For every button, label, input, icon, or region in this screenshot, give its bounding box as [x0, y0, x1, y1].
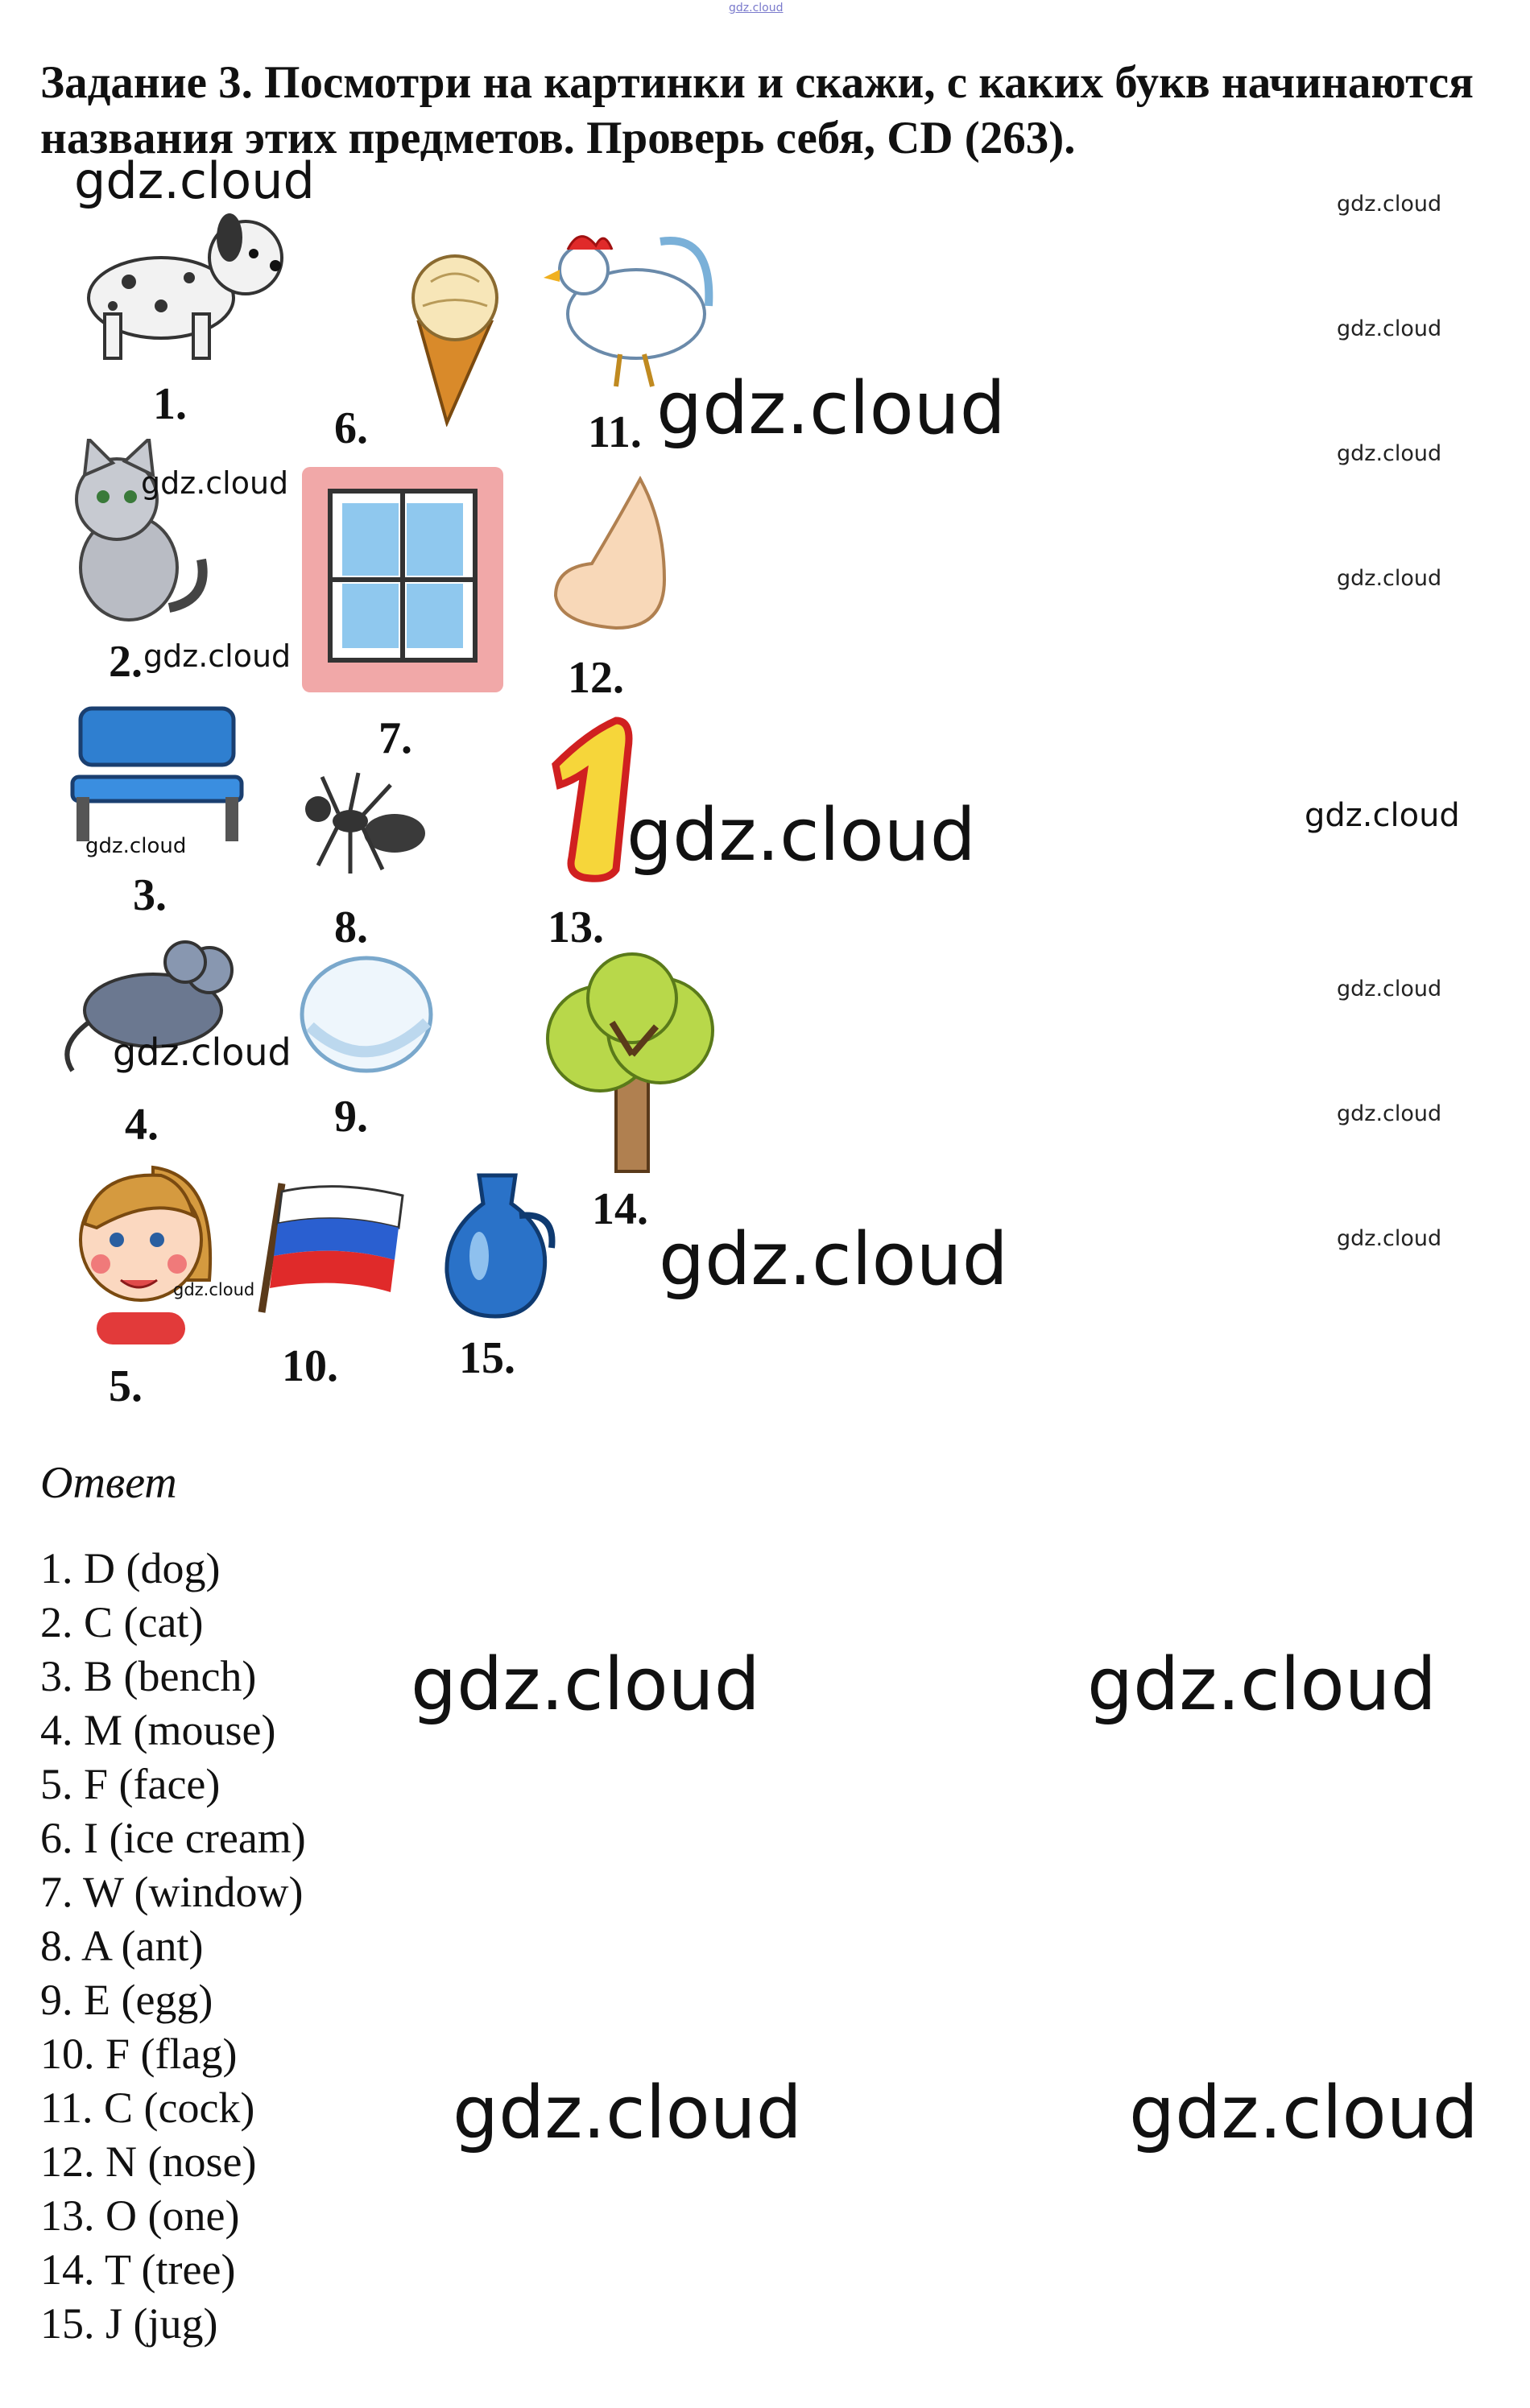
picture-number: 13. [548, 902, 604, 952]
list-item: 3. B (bench) [40, 1652, 257, 1700]
list-item: 13. O (one) [40, 2191, 240, 2240]
watermark: gdz.cloud [85, 834, 187, 858]
ant-icon [294, 769, 431, 882]
watermark: gdz.cloud [1337, 316, 1442, 341]
list-item: 1. D (dog) [40, 1544, 221, 1592]
watermark: gdz.cloud [1337, 1226, 1442, 1251]
ice-cream-icon [399, 250, 511, 427]
watermark: gdz.cloud [1337, 192, 1442, 217]
watermark: gdz.cloud [143, 638, 292, 674]
window-icon [302, 467, 503, 692]
picture-number: 15. [459, 1333, 515, 1383]
nose-icon [544, 475, 676, 636]
flag-icon [250, 1179, 411, 1316]
picture-number: 5. [109, 1361, 143, 1411]
answer-heading: Ответ [40, 1458, 177, 1508]
list-item: 7. W (window) [40, 1868, 304, 1916]
picture-number: 7. [378, 713, 412, 763]
picture-number: 11. [588, 407, 642, 457]
watermark: gdz.cloud [1337, 566, 1442, 591]
picture-number: 14. [592, 1184, 648, 1234]
watermark: gdz.cloud [74, 151, 315, 210]
list-item: 4. M (mouse) [40, 1706, 276, 1754]
egg-icon [294, 950, 439, 1079]
watermark: gdz.cloud [1337, 977, 1442, 1002]
list-item: 6. I (ice cream) [40, 1814, 306, 1862]
top-watermark: gdz.cloud [729, 2, 784, 14]
list-item: 5. F (face) [40, 1760, 221, 1808]
watermark: gdz.cloud [1087, 1642, 1437, 1727]
picture-number: 6. [334, 403, 368, 453]
watermark: gdz.cloud [659, 1217, 1008, 1302]
picture-number: 12. [568, 653, 624, 703]
jug-icon [439, 1167, 560, 1320]
list-item: 15. J (jug) [40, 2299, 218, 2348]
picture-number: 1. [153, 379, 187, 429]
watermark: gdz.cloud [113, 1031, 292, 1074]
picture-number: 2. [109, 637, 143, 687]
bench-icon [64, 700, 250, 845]
list-item: 9. E (egg) [40, 1976, 213, 2024]
list-item: 8. A (ant) [40, 1922, 204, 1970]
dog-icon [64, 201, 290, 362]
watermark: gdz.cloud [1129, 2071, 1478, 2155]
watermark: gdz.cloud [1305, 797, 1460, 834]
picture-number: 8. [334, 902, 368, 952]
answer-list [40, 1542, 306, 2351]
list-item: 10. F (flag) [40, 2030, 238, 2078]
list-item: 14. T (tree) [40, 2245, 236, 2294]
watermark: gdz.cloud [411, 1642, 760, 1727]
picture-number: 10. [282, 1341, 338, 1391]
picture-number: 4. [125, 1100, 159, 1150]
watermark: gdz.cloud [453, 2071, 802, 2155]
list-item: 2. C (cat) [40, 1598, 204, 1646]
watermark: gdz.cloud [141, 465, 289, 501]
girl-face-icon [64, 1151, 225, 1344]
list-item: 12. N (nose) [40, 2137, 257, 2186]
picture-number: 3. [133, 870, 167, 920]
watermark: gdz.cloud [656, 366, 1006, 451]
watermark: gdz.cloud [626, 793, 976, 878]
tree-icon [540, 950, 725, 1175]
watermark: gdz.cloud [173, 1280, 255, 1299]
watermark: gdz.cloud [1337, 1101, 1442, 1126]
picture-number: 9. [334, 1092, 368, 1142]
list-item: 11. C (cock) [40, 2084, 255, 2132]
watermark: gdz.cloud [1337, 441, 1442, 466]
task-text: Задание 3. Посмотри на картинки и скажи, с каких букв начинаются названия этих предметов. Проверь себя, CD (263). [40, 57, 1474, 163]
